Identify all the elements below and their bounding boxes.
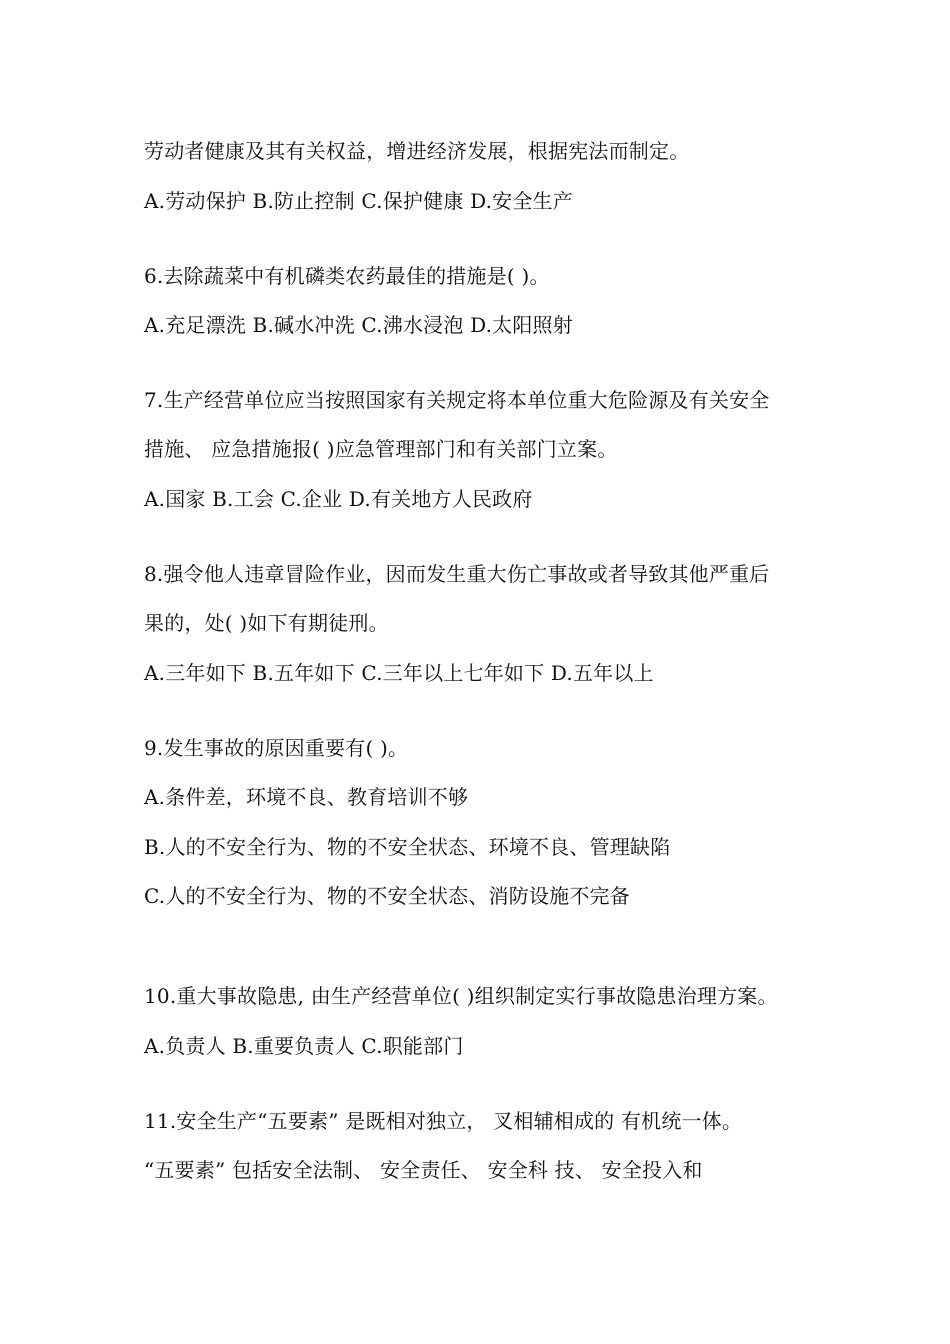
q10-question: 10.重大事故隐患, 由生产经营单位( )组织制定实行事故隐患治理方案。: [144, 984, 778, 1008]
q6-options: A.充足漂洗 B.碱水冲洗 C.沸水浸泡 D.太阳照射: [144, 313, 573, 337]
q11-question-line-2: “五要素” 包括安全法制、 安全责任、 安全科 技、 安全投入和: [144, 1158, 703, 1182]
q5-options: A.劳动保护 B.防止控制 C.保护健康 D.安全生产: [144, 189, 573, 213]
q8-options: A.三年如下 B.五年如下 C.三年以上七年如下 D.五年以上: [144, 661, 654, 685]
q6-question: 6.去除蔬菜中有机磷类农药最佳的措施是( )。: [144, 264, 550, 288]
q7-question-line-1: 7.生产经营单位应当按照国家有关规定将本单位重大危险源及有关安全: [144, 388, 770, 412]
text-line-continuation: 劳动者健康及其有关权益，增进经济发展，根据宪法而制定。: [144, 139, 690, 163]
q10-options: A.负责人 B.重要负责人 C.职能部门: [144, 1034, 464, 1058]
q11-question-line-1: 11.安全生产“五要素” 是既相对独立， 叉相辅相成的 有机统一体。: [144, 1109, 743, 1133]
q8-question-line-1: 8.强令他人违章冒险作业，因而发生重大伤亡事故或者导致其他严重后: [144, 562, 770, 586]
q7-options: A.国家 B.工会 C.企业 D.有关地方人民政府: [144, 487, 533, 511]
q9-option-c: C.人的不安全行为、物的不安全状态、消防设施不完备: [144, 884, 630, 908]
q9-option-a: A.条件差，环境不良、教育培训不够: [144, 785, 469, 809]
q9-question: 9.发生事故的原因重要有( )。: [144, 736, 409, 760]
q8-question-line-2: 果的，处( )如下有期徒刑。: [144, 611, 389, 635]
q9-option-b: B.人的不安全行为、物的不安全状态、环境不良、管理缺陷: [144, 835, 671, 859]
q7-question-line-2: 措施、 应急措施报( )应急管理部门和有关部门立案。: [144, 437, 618, 461]
